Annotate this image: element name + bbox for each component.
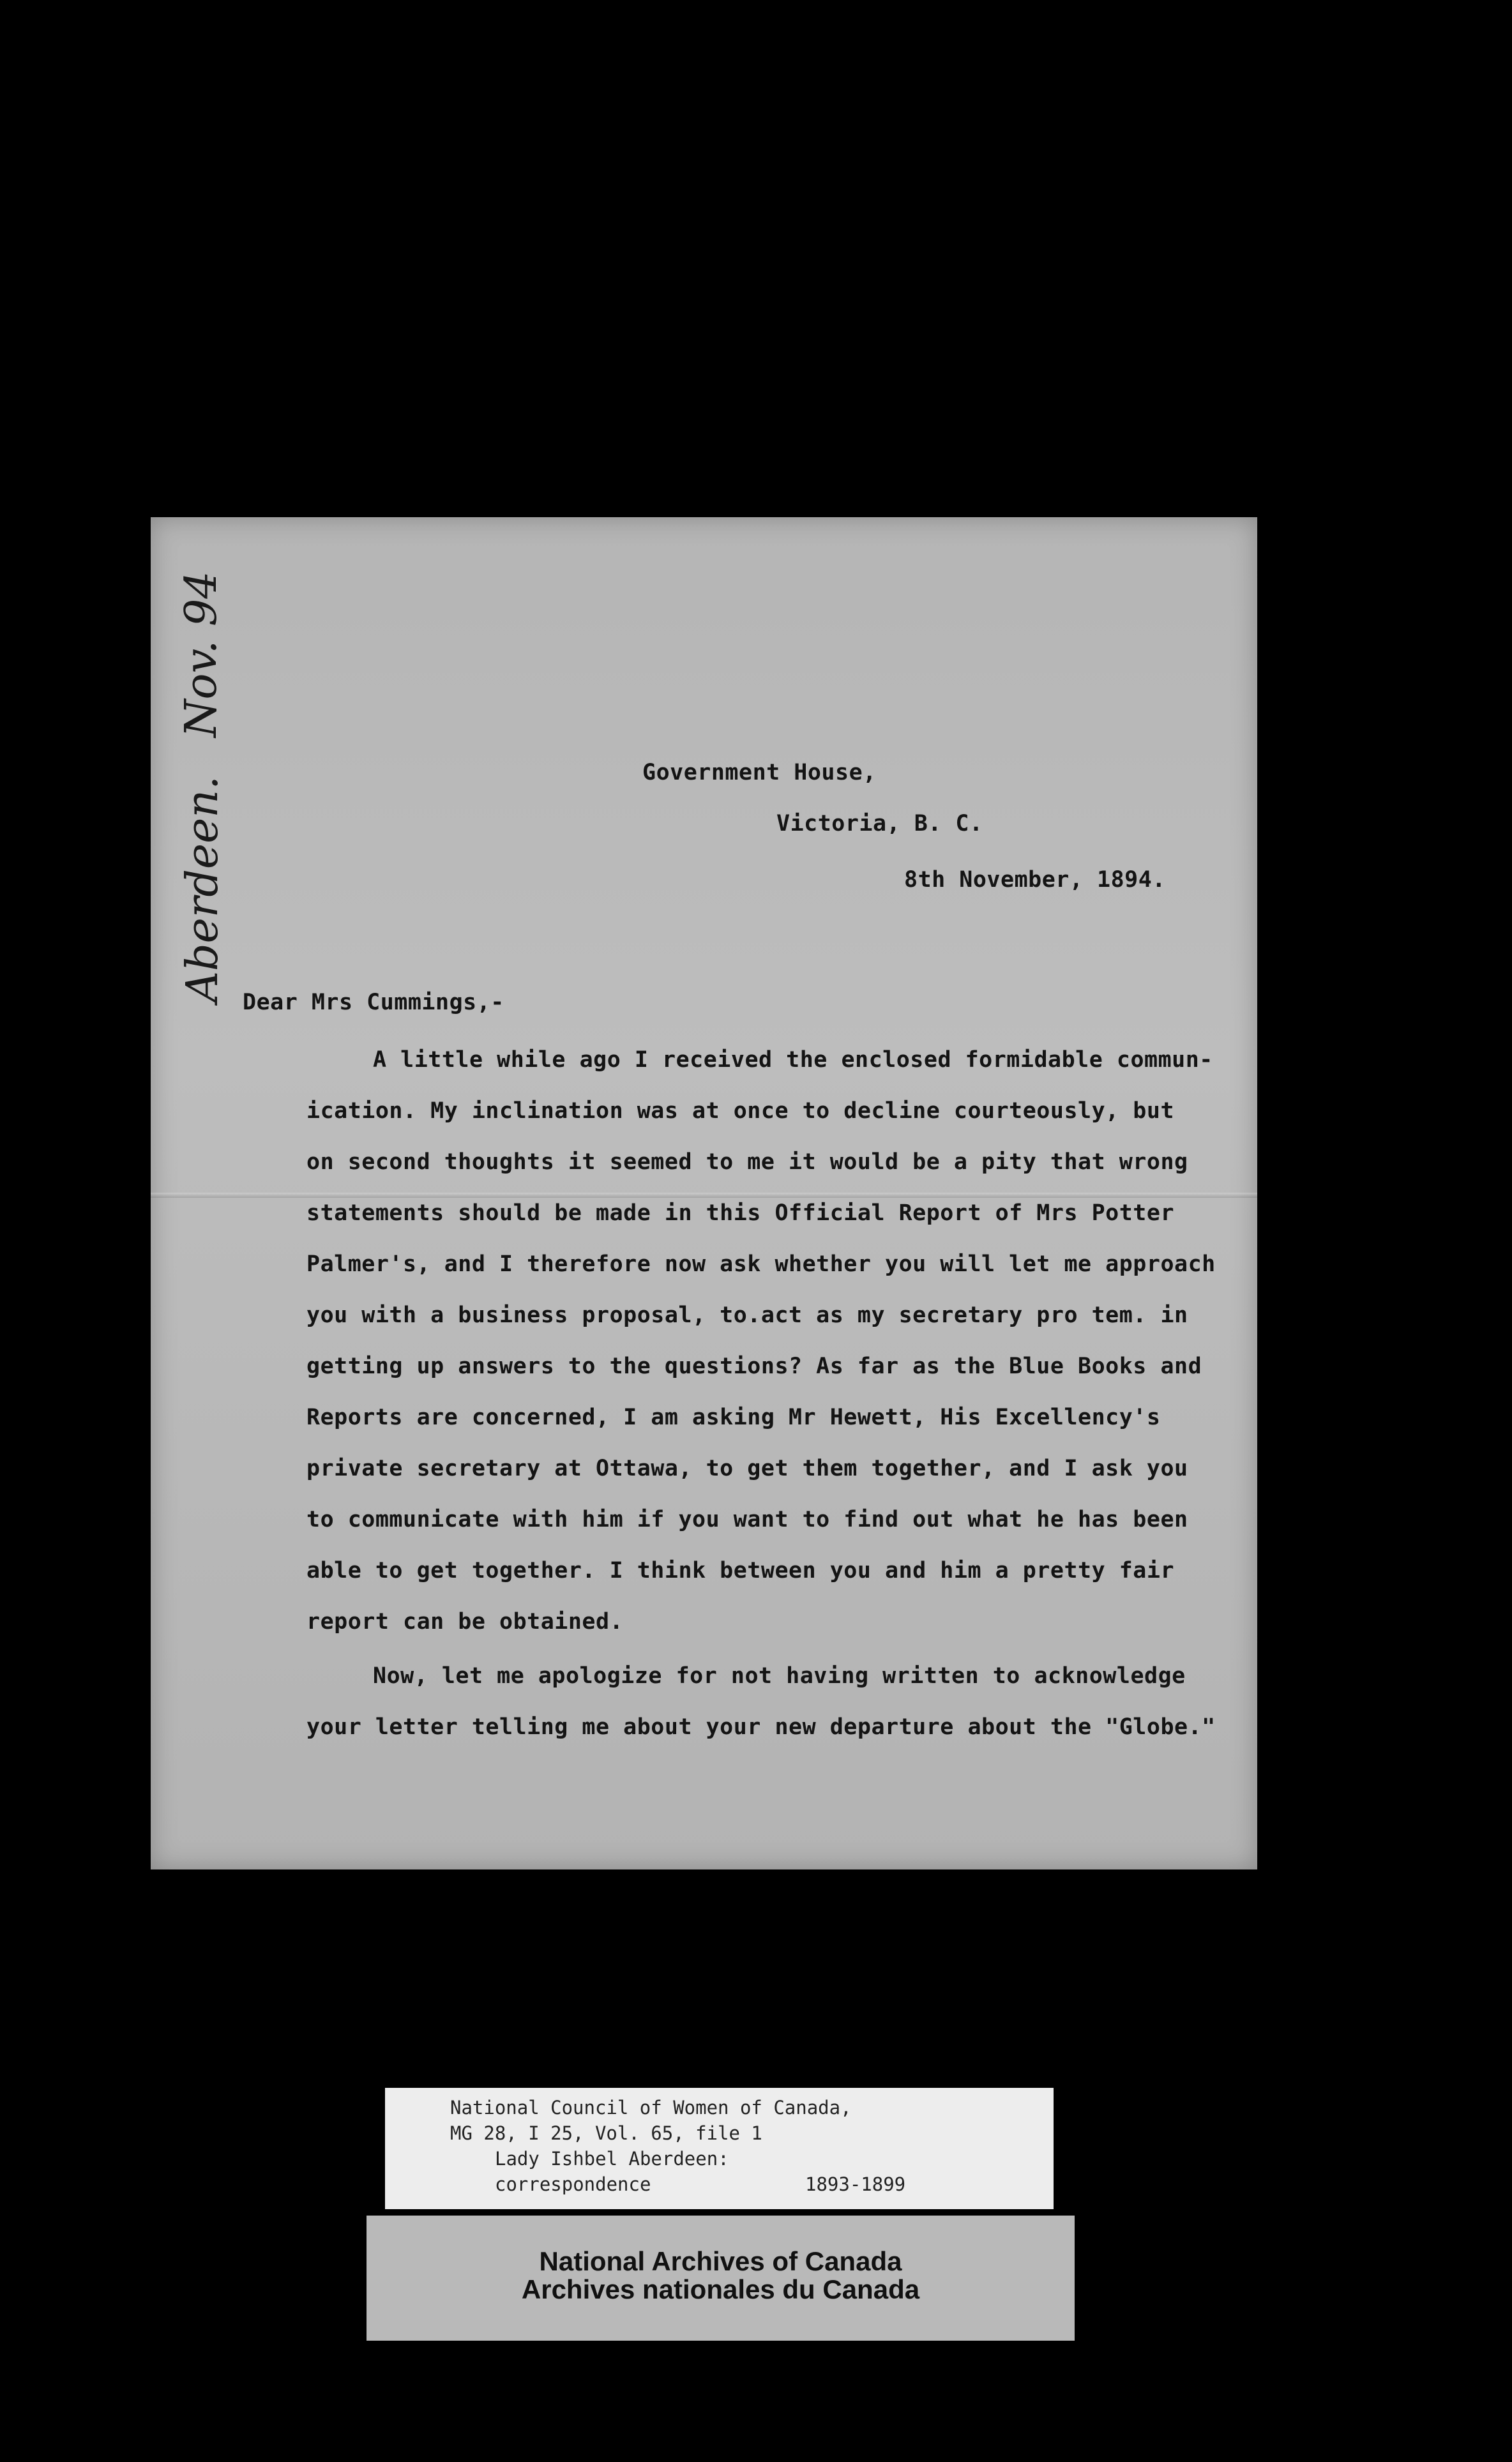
archive-name-french: Archives nationales du Canada xyxy=(521,2274,920,2304)
label-line-1: National Council of Women of Canada, xyxy=(450,2097,852,2118)
archive-stamp xyxy=(367,2216,1075,2341)
label-years: 1893-1899 xyxy=(805,2173,906,2195)
body-line: your letter telling me about your new departure about the "Globe." xyxy=(306,1714,1216,1740)
body-line: private secretary at Ottawa, to get them together, and I ask you xyxy=(306,1456,1188,1481)
body-line: ication. My inclination was at once to decline courteously, but xyxy=(306,1098,1175,1124)
handwritten-name: Aberdeen. xyxy=(178,776,228,1002)
body-line: getting up answers to the questions? As far as the Blue Books and xyxy=(306,1354,1202,1379)
body-line: able to get together. I think between you and him a pretty fair xyxy=(306,1558,1175,1583)
letter-date: 8th November, 1894. xyxy=(904,867,1166,893)
body-line: A little while ago I received the enclosed formidable commun- xyxy=(373,1047,1213,1073)
letter-sheet xyxy=(151,517,1257,1869)
label-line-2: MG 28, I 25, Vol. 65, file 1 xyxy=(450,2122,762,2144)
address-line-2: Victoria, B. C. xyxy=(776,811,983,836)
body-line: report can be obtained. xyxy=(306,1609,624,1635)
body-line: Palmer's, and I therefore now ask whether you will let me approach xyxy=(306,1251,1216,1277)
label-line-4: correspondence xyxy=(495,2173,651,2195)
body-line: on second thoughts it seemed to me it would be a pity that wrong xyxy=(306,1149,1188,1175)
label-line-3: Lady Ishbel Aberdeen: xyxy=(495,2148,729,2170)
body-line: to communicate with him if you want to find out what he has been xyxy=(306,1507,1188,1532)
file-label xyxy=(385,2088,1054,2209)
body-line: Now, let me apologize for not having written to acknowledge xyxy=(373,1663,1186,1689)
address-line-1: Government House, xyxy=(642,760,877,785)
paper-fold xyxy=(151,1193,1257,1198)
salutation: Dear Mrs Cummings,- xyxy=(243,990,504,1015)
body-line: Reports are concerned, I am asking Mr Hewett, His Excellency's xyxy=(306,1405,1161,1430)
body-line: statements should be made in this Official Report of Mrs Potter xyxy=(306,1200,1175,1226)
body-line: you with a business proposal, to.act as my secretary pro tem. in xyxy=(306,1303,1188,1328)
archive-name-english: National Archives of Canada xyxy=(539,2246,902,2276)
handwritten-date: Nov. 94 xyxy=(176,571,227,737)
